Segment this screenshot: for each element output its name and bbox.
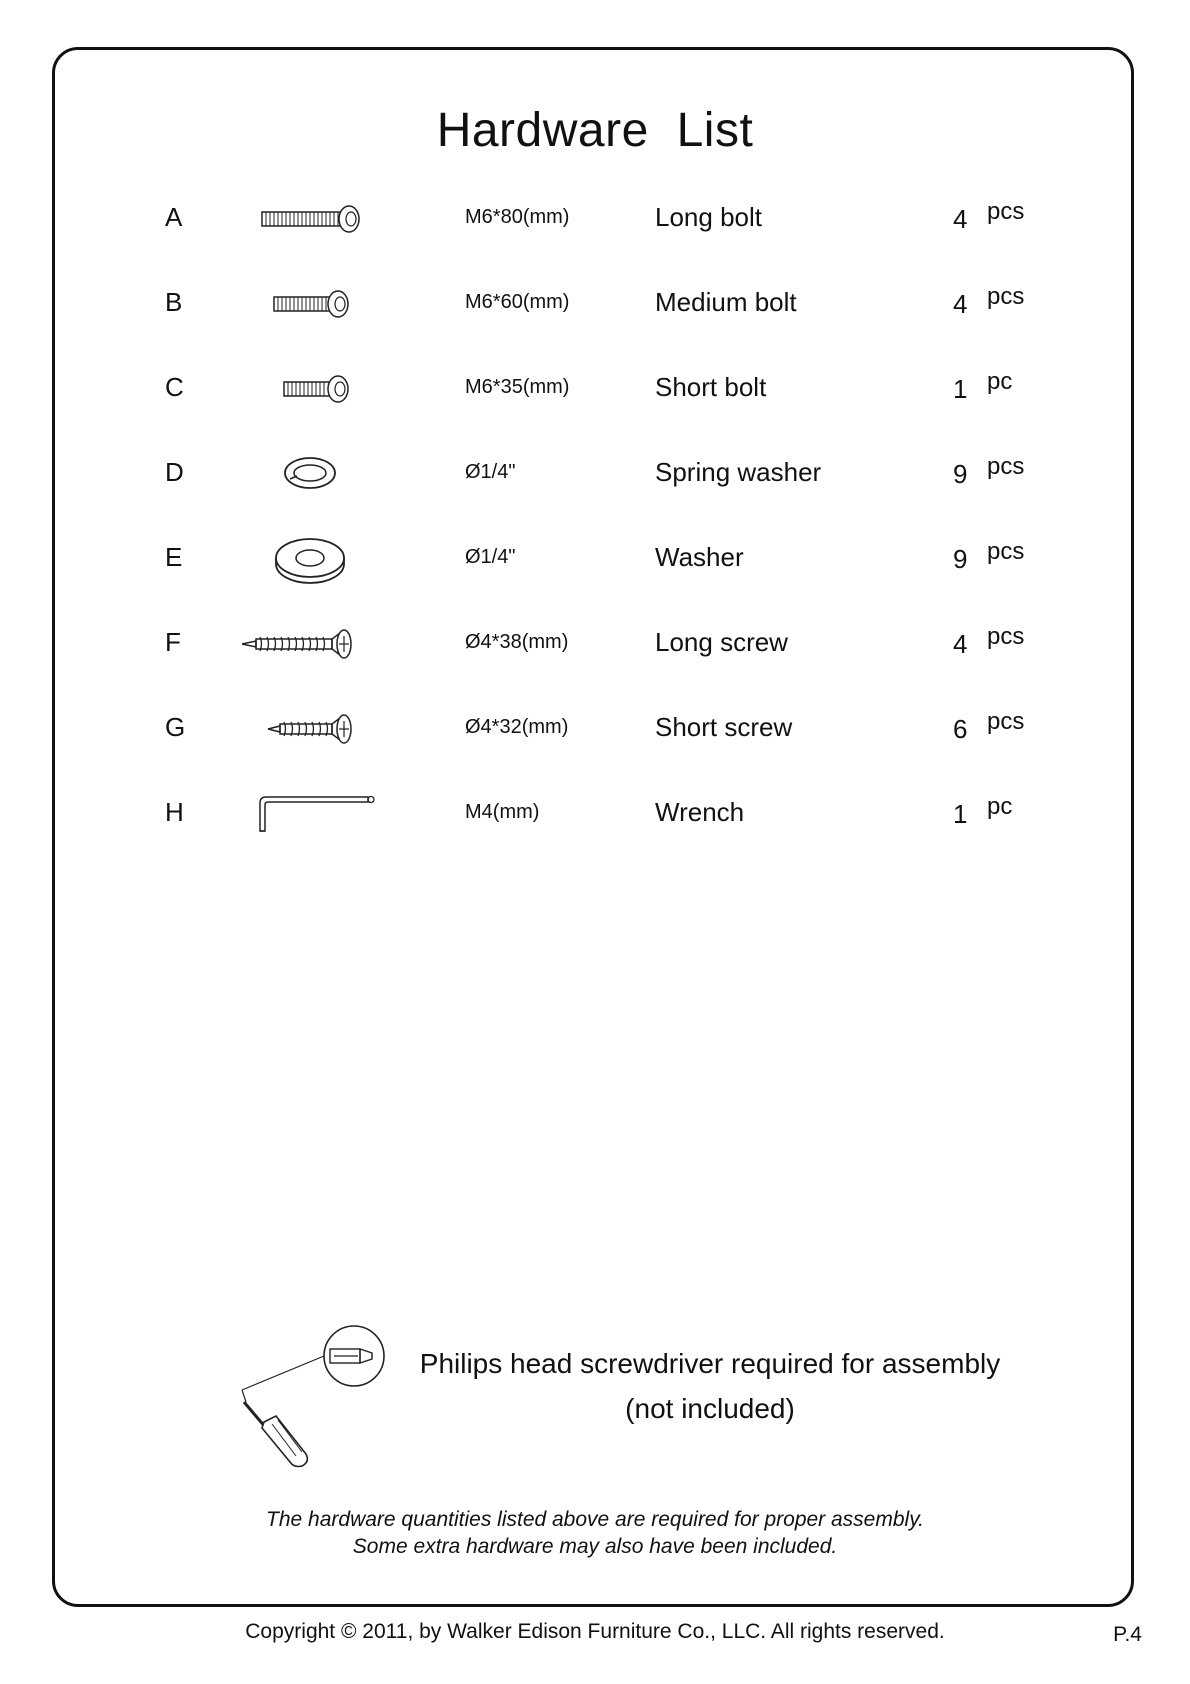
page-number: P.4 bbox=[1113, 1623, 1142, 1646]
hardware-row-c bbox=[0, 358, 1190, 418]
item-quantity: 4 bbox=[953, 629, 968, 659]
spring-washer-icon bbox=[230, 443, 410, 503]
item-name: Short bolt bbox=[655, 372, 767, 402]
item-quantity: 6 bbox=[953, 714, 968, 744]
item-name: Medium bolt bbox=[655, 287, 797, 317]
item-unit: pcs bbox=[987, 623, 1025, 650]
item-spec: Ø1/4" bbox=[465, 461, 516, 483]
item-quantity: 1 bbox=[953, 799, 968, 829]
item-quantity: 9 bbox=[953, 544, 968, 574]
hardware-row-d bbox=[0, 443, 1190, 503]
item-letter: D bbox=[165, 457, 184, 487]
item-quantity: 1 bbox=[953, 374, 968, 404]
screwdriver-icon bbox=[232, 1320, 402, 1480]
item-letter: H bbox=[165, 797, 184, 827]
item-spec: M6*60(mm) bbox=[465, 291, 570, 313]
item-letter: G bbox=[165, 712, 186, 742]
item-unit: pcs bbox=[987, 708, 1025, 735]
medium-bolt-icon bbox=[230, 273, 410, 333]
item-unit: pcs bbox=[987, 198, 1025, 225]
item-letter: E bbox=[165, 542, 183, 572]
hardware-row-f bbox=[0, 613, 1190, 673]
wrench-icon bbox=[230, 783, 410, 843]
item-name: Short screw bbox=[655, 712, 793, 742]
item-unit: pcs bbox=[987, 538, 1025, 565]
tool-not-included-text: (not included) bbox=[625, 1393, 795, 1424]
item-name: Long screw bbox=[655, 627, 788, 657]
item-unit: pc bbox=[987, 368, 1013, 395]
copyright-text: Copyright © 2011, by Walker Edison Furniture Co., LLC. All rights reserved. bbox=[245, 1620, 945, 1643]
hardware-row-b bbox=[0, 273, 1190, 333]
item-unit: pcs bbox=[987, 283, 1025, 310]
item-letter: F bbox=[165, 627, 181, 657]
item-name: Long bolt bbox=[655, 202, 762, 232]
disclaimer-line-1: The hardware quantities listed above are required for proper assembly. bbox=[266, 1508, 924, 1531]
item-spec: Ø4*32(mm) bbox=[465, 716, 569, 738]
disclaimer-line-2: Some extra hardware may also have been included. bbox=[352, 1535, 838, 1558]
short-bolt-icon bbox=[230, 358, 410, 418]
hardware-row-h bbox=[0, 783, 1190, 843]
washer-icon bbox=[230, 528, 410, 588]
item-letter: B bbox=[165, 287, 183, 317]
long-bolt-icon bbox=[230, 188, 410, 248]
item-name: Wrench bbox=[655, 797, 745, 827]
short-screw-icon bbox=[230, 698, 410, 758]
item-name: Spring washer bbox=[655, 457, 822, 487]
item-spec: Ø4*38(mm) bbox=[465, 631, 569, 653]
long-screw-icon bbox=[230, 613, 410, 673]
item-unit: pc bbox=[987, 793, 1013, 820]
item-letter: A bbox=[165, 202, 183, 232]
hardware-row-a bbox=[0, 188, 1190, 248]
page-title: Hardware List bbox=[436, 104, 754, 157]
tool-requirement-text: Philips head screwdriver required for assembly bbox=[419, 1348, 1001, 1379]
item-name: Washer bbox=[655, 542, 744, 572]
item-quantity: 9 bbox=[953, 459, 968, 489]
item-spec: M6*80(mm) bbox=[465, 206, 570, 228]
item-letter: C bbox=[165, 372, 184, 402]
hardware-row-g bbox=[0, 698, 1190, 758]
item-unit: pcs bbox=[987, 453, 1025, 480]
item-quantity: 4 bbox=[953, 204, 968, 234]
item-spec: M6*35(mm) bbox=[465, 376, 570, 398]
item-spec: Ø1/4" bbox=[465, 546, 516, 568]
item-quantity: 4 bbox=[953, 289, 968, 319]
item-spec: M4(mm) bbox=[465, 801, 540, 823]
hardware-row-e bbox=[0, 528, 1190, 588]
